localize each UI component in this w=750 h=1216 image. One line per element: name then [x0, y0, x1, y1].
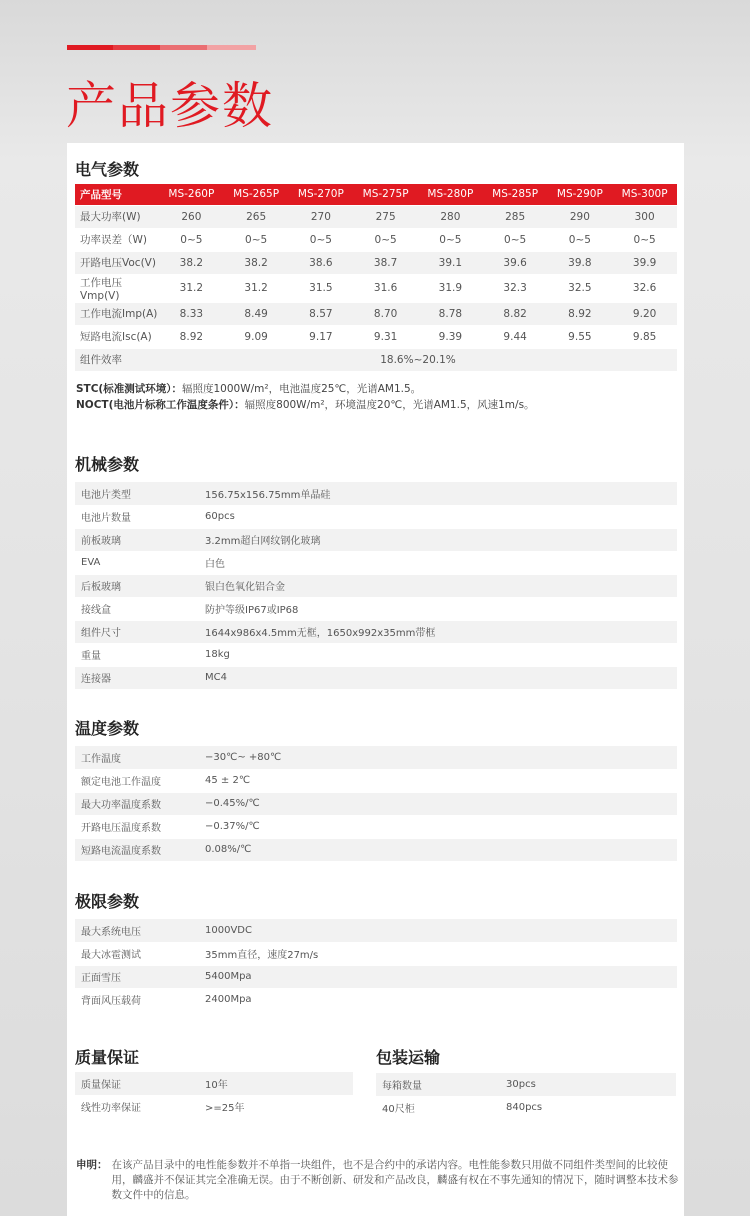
param-label: 电池片数量 — [75, 505, 199, 528]
param-value: MC4 — [199, 666, 677, 689]
param-value: 2400Mpa — [199, 988, 677, 1011]
param-value: 0.08%/℃ — [199, 838, 677, 861]
table-cell: 0~5 — [483, 228, 548, 251]
param-label: 最大冰雹测试 — [75, 942, 199, 965]
param-label: 质量保证 — [75, 1072, 199, 1095]
noct-text: 辐照度800W/m²，环境温度20℃，光谱AM1.5，风速1m/s。 — [244, 399, 535, 411]
table-row — [75, 620, 677, 643]
param-label: 额定电池工作温度 — [75, 769, 199, 792]
table-row — [75, 325, 677, 348]
table-cell: 31.5 — [289, 274, 354, 302]
table-cell: 38.2 — [224, 251, 289, 274]
table-row — [75, 274, 677, 302]
table-row — [75, 919, 677, 942]
table-cell: 8.82 — [483, 302, 548, 325]
table-row — [75, 551, 677, 574]
declaration — [76, 1158, 680, 1203]
table-cell: 31.2 — [159, 274, 224, 302]
table-cell: 31.2 — [224, 274, 289, 302]
param-label: 后板玻璃 — [75, 574, 199, 597]
table-cell: 39.1 — [418, 251, 483, 274]
electrical-table — [75, 184, 677, 372]
table-cell: 8.57 — [289, 302, 354, 325]
table-row — [75, 643, 677, 666]
table-cell: 31.9 — [418, 274, 483, 302]
param-label: EVA — [75, 551, 199, 574]
warranty-table — [75, 1072, 353, 1119]
table-row — [75, 482, 677, 505]
table-cell: 285 — [483, 205, 548, 228]
row-label: 工作电压Vmp(V) — [75, 274, 159, 302]
header-model-8: MS-300P — [612, 184, 677, 205]
table-cell: 32.3 — [483, 274, 548, 302]
table-cell: 8.78 — [418, 302, 483, 325]
param-value: 156.75x156.75mm单晶硅 — [199, 482, 677, 505]
table-cell: 39.8 — [548, 251, 613, 274]
table-cell: 9.39 — [418, 325, 483, 348]
table-row — [75, 746, 677, 769]
param-value: 840pcs — [500, 1096, 676, 1119]
param-value: 35mm直径，速度27m/s — [199, 942, 677, 965]
noct-note — [76, 397, 535, 412]
param-label: 最大功率温度系数 — [75, 792, 199, 815]
table-row — [376, 1096, 676, 1119]
table-cell: 32.5 — [548, 274, 613, 302]
table-row — [75, 302, 677, 325]
header-model-3: MS-270P — [289, 184, 354, 205]
param-value: 防护等级IP67或IP68 — [199, 597, 677, 620]
table-row — [75, 1072, 353, 1095]
table-row — [75, 838, 677, 861]
table-cell: 0~5 — [418, 228, 483, 251]
table-row — [75, 228, 677, 251]
table-cell: 8.33 — [159, 302, 224, 325]
table-cell: 38.6 — [289, 251, 354, 274]
table-cell: 8.92 — [548, 302, 613, 325]
section-title-mechanical: 机械参数 — [75, 455, 140, 474]
param-value: −0.37%/℃ — [199, 815, 677, 838]
table-row — [75, 528, 677, 551]
table-cell: 38.7 — [353, 251, 418, 274]
table-cell: 0~5 — [159, 228, 224, 251]
param-label: 工作温度 — [75, 746, 199, 769]
header-model-6: MS-285P — [483, 184, 548, 205]
table-cell: 0~5 — [289, 228, 354, 251]
table-row — [75, 988, 677, 1011]
table-cell: 0~5 — [612, 228, 677, 251]
table-cell: 0~5 — [353, 228, 418, 251]
table-cell: 32.6 — [612, 274, 677, 302]
table-cell: 8.49 — [224, 302, 289, 325]
efficiency-value: 18.6%~20.1% — [159, 348, 677, 371]
table-cell: 300 — [612, 205, 677, 228]
param-label: 连接器 — [75, 666, 199, 689]
table-cell: 9.55 — [548, 325, 613, 348]
table-row — [75, 942, 677, 965]
table-row — [75, 965, 677, 988]
page-title: 产品参数 — [66, 77, 274, 135]
table-cell: 8.92 — [159, 325, 224, 348]
param-value: 18kg — [199, 643, 677, 666]
noct-label: NOCT(电池片标称工作温度条件）： — [76, 399, 245, 411]
table-cell: 265 — [224, 205, 289, 228]
table-cell: 290 — [548, 205, 613, 228]
param-value: 60pcs — [199, 505, 677, 528]
table-row — [376, 1073, 676, 1096]
param-value: 10年 — [199, 1072, 353, 1095]
param-value: −0.45%/℃ — [199, 792, 677, 815]
param-value: 1000VDC — [199, 919, 677, 942]
section-title-electrical: 电气参数 — [75, 160, 140, 179]
row-label: 工作电流Imp(A) — [75, 302, 159, 325]
table-cell: 39.9 — [612, 251, 677, 274]
param-value: 白色 — [199, 551, 677, 574]
table-cell: 9.09 — [224, 325, 289, 348]
param-value: 3.2mm超白网纹钢化玻璃 — [199, 528, 677, 551]
table-cell: 38.2 — [159, 251, 224, 274]
declaration-text: 在该产品目录中的电性能参数并不单指一块组件，也不是合约中的承诺内容。电性能参数只用做不同组件类型间的比较使用，麟盛并不保证其完全准确无误。由于不断创新、研发和产品改良，麟盛有权在不事先通知的情况下，随时调整本技术参数文件中的信息。 — [111, 1159, 679, 1201]
param-label: 电池片类型 — [75, 482, 199, 505]
section-title-limits: 极限参数 — [75, 892, 140, 911]
param-label: 组件尺寸 — [75, 620, 199, 643]
title-accent-bars — [67, 45, 256, 50]
table-cell: 280 — [418, 205, 483, 228]
param-label: 最大系统电压 — [75, 919, 199, 942]
param-label: 每箱数量 — [376, 1073, 500, 1096]
efficiency-row — [75, 348, 677, 371]
table-cell: 270 — [289, 205, 354, 228]
param-label: 开路电压温度系数 — [75, 815, 199, 838]
table-row — [75, 666, 677, 689]
table-cell: 9.31 — [353, 325, 418, 348]
table-cell: 0~5 — [224, 228, 289, 251]
section-title-warranty: 质量保证 — [75, 1048, 140, 1067]
header-model-1: MS-260P — [159, 184, 224, 205]
table-row — [75, 574, 677, 597]
param-value: 45 ± 2℃ — [199, 769, 677, 792]
row-label: 最大功率(W) — [75, 205, 159, 228]
row-label: 开路电压Voc(V) — [75, 251, 159, 274]
header-model-4: MS-275P — [353, 184, 418, 205]
temperature-table — [75, 746, 677, 862]
param-label: 背面风压载荷 — [75, 988, 199, 1011]
table-cell: 9.85 — [612, 325, 677, 348]
header-model-label: 产品型号 — [75, 184, 159, 205]
param-label: 正面雪压 — [75, 965, 199, 988]
table-row — [75, 1095, 353, 1118]
param-value: −30℃~ +80℃ — [199, 746, 677, 769]
header-model-7: MS-290P — [548, 184, 613, 205]
table-cell: 39.6 — [483, 251, 548, 274]
param-label: 接线盒 — [75, 597, 199, 620]
row-label: 组件效率 — [75, 348, 159, 371]
stc-note — [76, 381, 421, 396]
table-row — [75, 597, 677, 620]
header-model-2: MS-265P — [224, 184, 289, 205]
table-row — [75, 815, 677, 838]
section-title-packaging: 包装运输 — [376, 1048, 441, 1067]
table-cell: 275 — [353, 205, 418, 228]
table-cell: 9.17 — [289, 325, 354, 348]
param-value: >=25年 — [199, 1095, 353, 1118]
param-label: 40尺柜 — [376, 1096, 500, 1119]
param-label: 前板玻璃 — [75, 528, 199, 551]
table-cell: 8.70 — [353, 302, 418, 325]
table-cell: 9.44 — [483, 325, 548, 348]
stc-text: 辐照度1000W/m²，电池温度25℃，光谱AM1.5。 — [181, 383, 422, 395]
declaration-label: 申明： — [76, 1159, 108, 1171]
section-title-temperature: 温度参数 — [75, 719, 140, 738]
table-cell: 9.20 — [612, 302, 677, 325]
param-label: 短路电流温度系数 — [75, 838, 199, 861]
param-value: 1644x986x4.5mm无框，1650x992x35mm带框 — [199, 620, 677, 643]
param-label: 重量 — [75, 643, 199, 666]
table-cell: 0~5 — [548, 228, 613, 251]
table-row — [75, 769, 677, 792]
table-row — [75, 505, 677, 528]
table-cell: 31.6 — [353, 274, 418, 302]
stc-label: STC(标准测试环境）： — [76, 383, 182, 395]
param-value: 银白色氧化铝合金 — [199, 574, 677, 597]
header-model-5: MS-280P — [418, 184, 483, 205]
table-cell: 260 — [159, 205, 224, 228]
mechanical-table — [75, 482, 677, 690]
table-row — [75, 251, 677, 274]
param-value: 5400Mpa — [199, 965, 677, 988]
param-value: 30pcs — [500, 1073, 676, 1096]
table-row — [75, 205, 677, 228]
row-label: 短路电流Isc(A) — [75, 325, 159, 348]
table-row — [75, 792, 677, 815]
packaging-table — [376, 1073, 676, 1120]
row-label: 功率误差（W) — [75, 228, 159, 251]
limits-table — [75, 919, 677, 1012]
table-header-row — [75, 184, 677, 205]
param-label: 线性功率保证 — [75, 1095, 199, 1118]
